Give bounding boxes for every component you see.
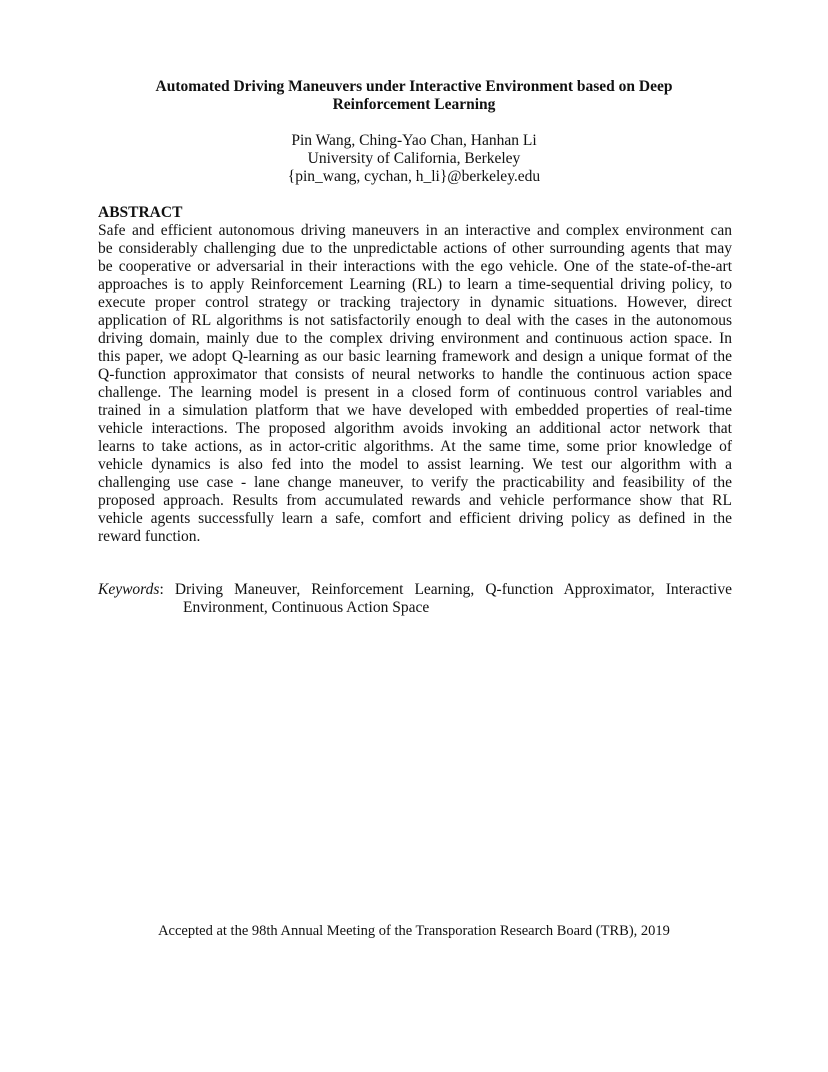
keywords-block	[98, 581, 732, 617]
paper-title	[0, 78, 828, 114]
author-affiliation: University of California, Berkeley	[307, 150, 521, 167]
acceptance-note: Accepted at the 98th Annual Meeting of the Transporation Research Board (TRB), 2019	[158, 923, 670, 939]
paper-title-line: Automated Driving Maneuvers under Interactive Environment based on Deep	[155, 78, 673, 95]
abstract-line: learns to take actions, as in actor-critic algorithms. At the same time, some prior knowledge of	[98, 438, 732, 455]
keywords-list: : Driving Maneuver, Reinforcement Learning, Q-function Approximator, Interactive	[159, 581, 732, 598]
abstract-line: be considerably challenging due to the unpredictable actions of other surrounding agents that may	[98, 240, 732, 257]
abstract-line: challenging use case - lane change maneuver, to verify the practicability and feasibility of the	[98, 474, 732, 491]
keywords-label: Keywords	[98, 581, 160, 598]
author-names: Pin Wang, Ching-Yao Chan, Hanhan Li	[291, 132, 537, 149]
abstract-line: this paper, we adopt Q-learning as our basic learning framework and design a unique format of the	[98, 348, 732, 365]
abstract-line: proposed approach. Results from accumulated rewards and vehicle performance show that RL	[98, 492, 732, 509]
paper-title-line: Reinforcement Learning	[332, 96, 496, 113]
keywords-list-continued: Environment, Continuous Action Space	[183, 599, 430, 616]
abstract-line: reward function.	[98, 528, 201, 545]
abstract-line: be cooperative or adversarial in their interactions with the ego vehicle. One of the state-of-the-art	[98, 258, 732, 275]
abstract-line: vehicle interactions. The proposed algorithm avoids invoking an additional actor network that	[98, 420, 732, 437]
abstract-line: driving domain, mainly due to the complex driving environment and continuous action space. In	[98, 330, 732, 347]
abstract-line: vehicle dynamics is also fed into the model to assist learning. We test our algorithm with a	[98, 456, 732, 473]
abstract-line: application of RL algorithms is not satisfactorily enough to deal with the cases in the autonomous	[98, 312, 732, 329]
abstract-body	[98, 222, 732, 546]
author-emails: {pin_wang, cychan, h_li}@berkeley.edu	[287, 168, 541, 185]
abstract-line: vehicle agents successfully learn a safe, comfort and efficient driving policy as defined in the	[98, 510, 732, 527]
abstract-line: approaches is to apply Reinforcement Learning (RL) to learn a time-sequential driving policy, to	[98, 276, 732, 293]
abstract-line: trained in a simulation platform that we have developed with embedded properties of real-time	[98, 402, 732, 419]
author-block	[0, 132, 828, 186]
abstract-line: execute proper control strategy or tracking trajectory in dynamic situations. However, direct	[98, 294, 732, 311]
abstract-line: Safe and efficient autonomous driving maneuvers in an interactive and complex environment can	[98, 222, 732, 239]
abstract-line: Q-function approximator that consists of neural networks to handle the continuous action space	[98, 366, 732, 383]
abstract-heading: ABSTRACT	[98, 204, 183, 221]
keywords-line	[98, 581, 732, 599]
abstract-line: challenge. The learning model is present in a closed form of continuous control variables and	[98, 384, 732, 401]
